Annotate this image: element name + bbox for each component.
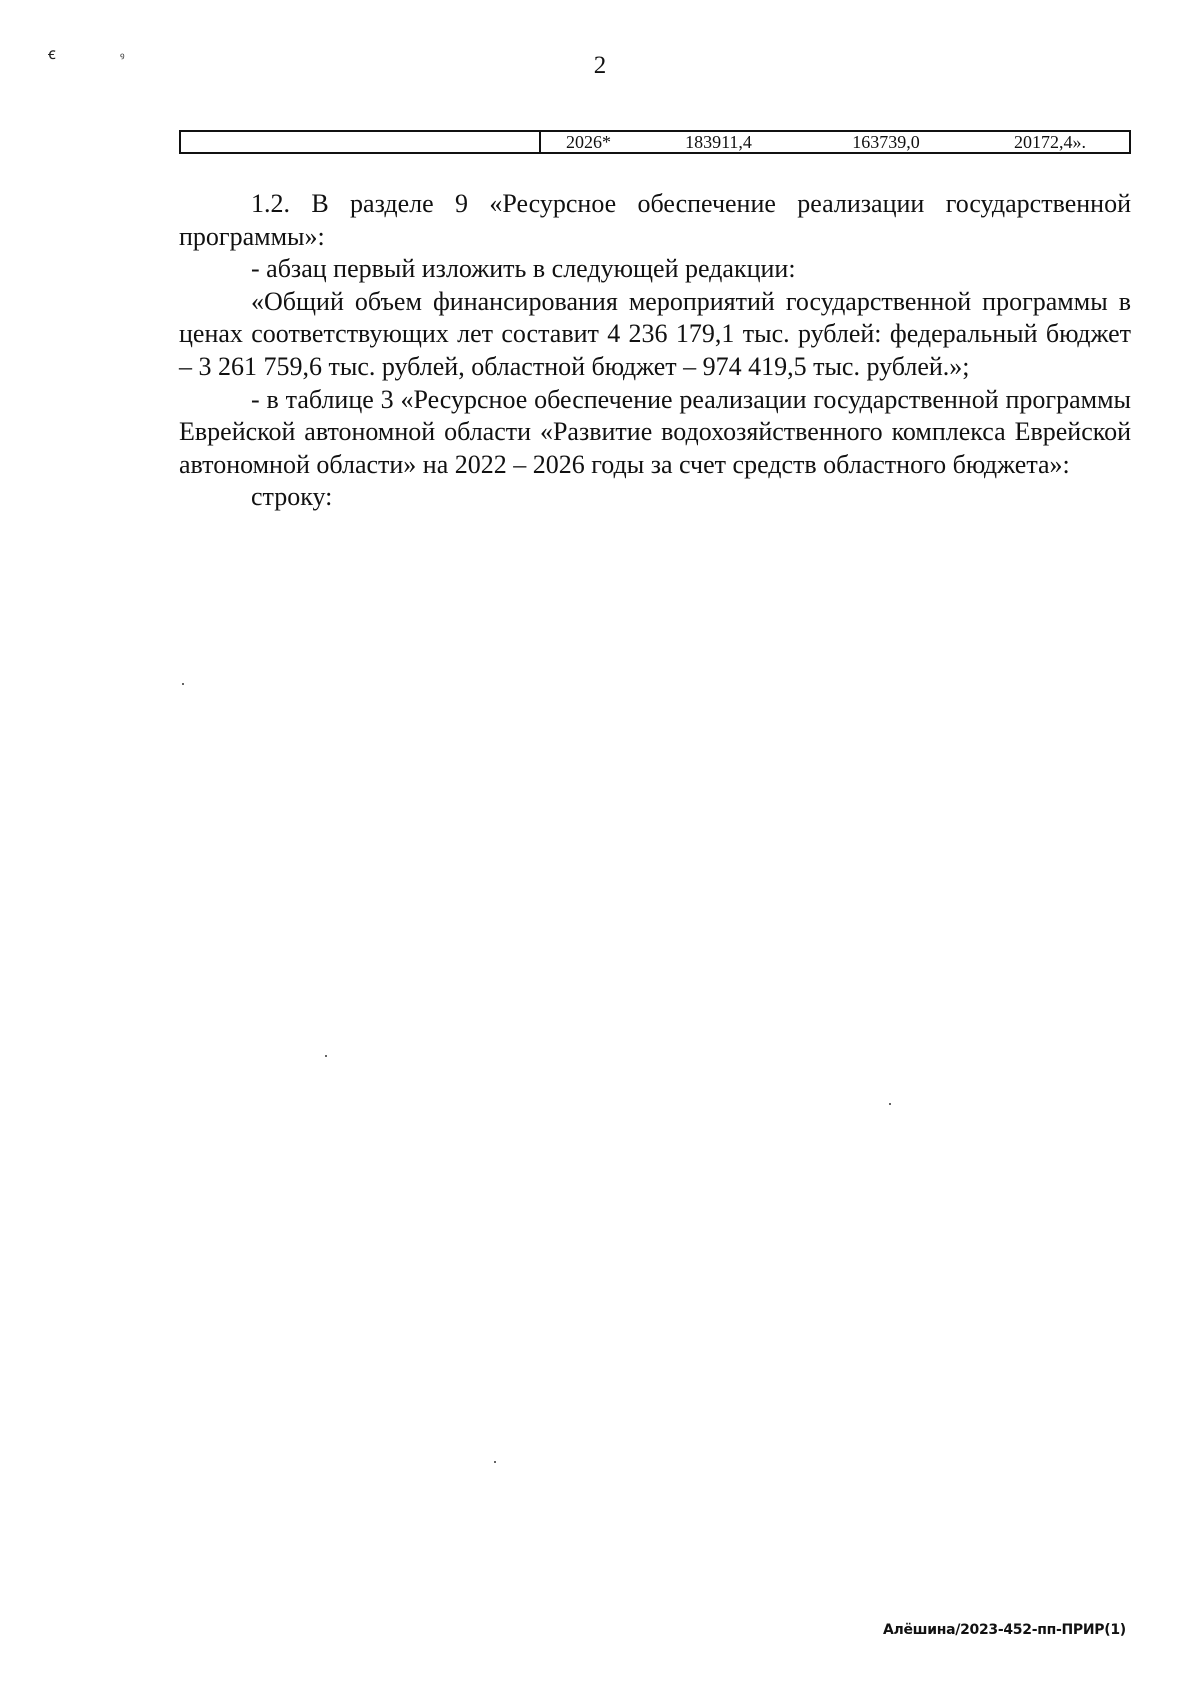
paragraph-section-9: 1.2. В разделе 9 «Ресурсное обеспечение реализации государственной программы»: bbox=[179, 189, 1131, 251]
table-cell-regional: 20172,4». bbox=[1014, 132, 1086, 152]
table-cell-year: 2026* bbox=[566, 132, 611, 152]
table-cell-empty bbox=[181, 132, 541, 152]
document-body bbox=[179, 188, 1131, 514]
paragraph-first-abzac: - абзац первый изложить в следующей редакции: bbox=[251, 254, 796, 284]
table-cell-federal: 163739,0 bbox=[852, 132, 920, 152]
page-number: 2 bbox=[593, 52, 607, 79]
paragraph-table-3: - в таблице 3 «Ресурсное обеспечение реализации государственной программы Еврейской автономной области «Развитие водохозяйственного комплекса Еврейской автономной области» на 2022 – 2026 годы за счет средств областного бюджета»: bbox=[179, 384, 1131, 479]
scan-speck bbox=[889, 1103, 891, 1105]
budget-table-row bbox=[179, 130, 1131, 154]
scan-speck bbox=[494, 1461, 496, 1463]
footer-reference: Алёшина/2023-452-пп-ПРИР(1) bbox=[883, 1622, 1126, 1638]
corner-mark-left: ꞓ bbox=[48, 44, 56, 63]
table-cell-total: 183911,4 bbox=[685, 132, 752, 152]
scan-speck bbox=[182, 683, 184, 685]
paragraph-row: строку: bbox=[251, 482, 333, 512]
corner-mark-right: ꝰ bbox=[120, 50, 125, 64]
scan-speck bbox=[325, 1055, 327, 1057]
paragraph-financing-total: «Общий объем финансирования мероприятий государственной программы в ценах соответствующих лет составит 4 236 179,1 тыс. рублей: федеральный бюджет – 3 261 759,6 тыс. рублей, областной бюджет – 974 419,5 тыс. рублей.»; bbox=[179, 286, 1131, 381]
